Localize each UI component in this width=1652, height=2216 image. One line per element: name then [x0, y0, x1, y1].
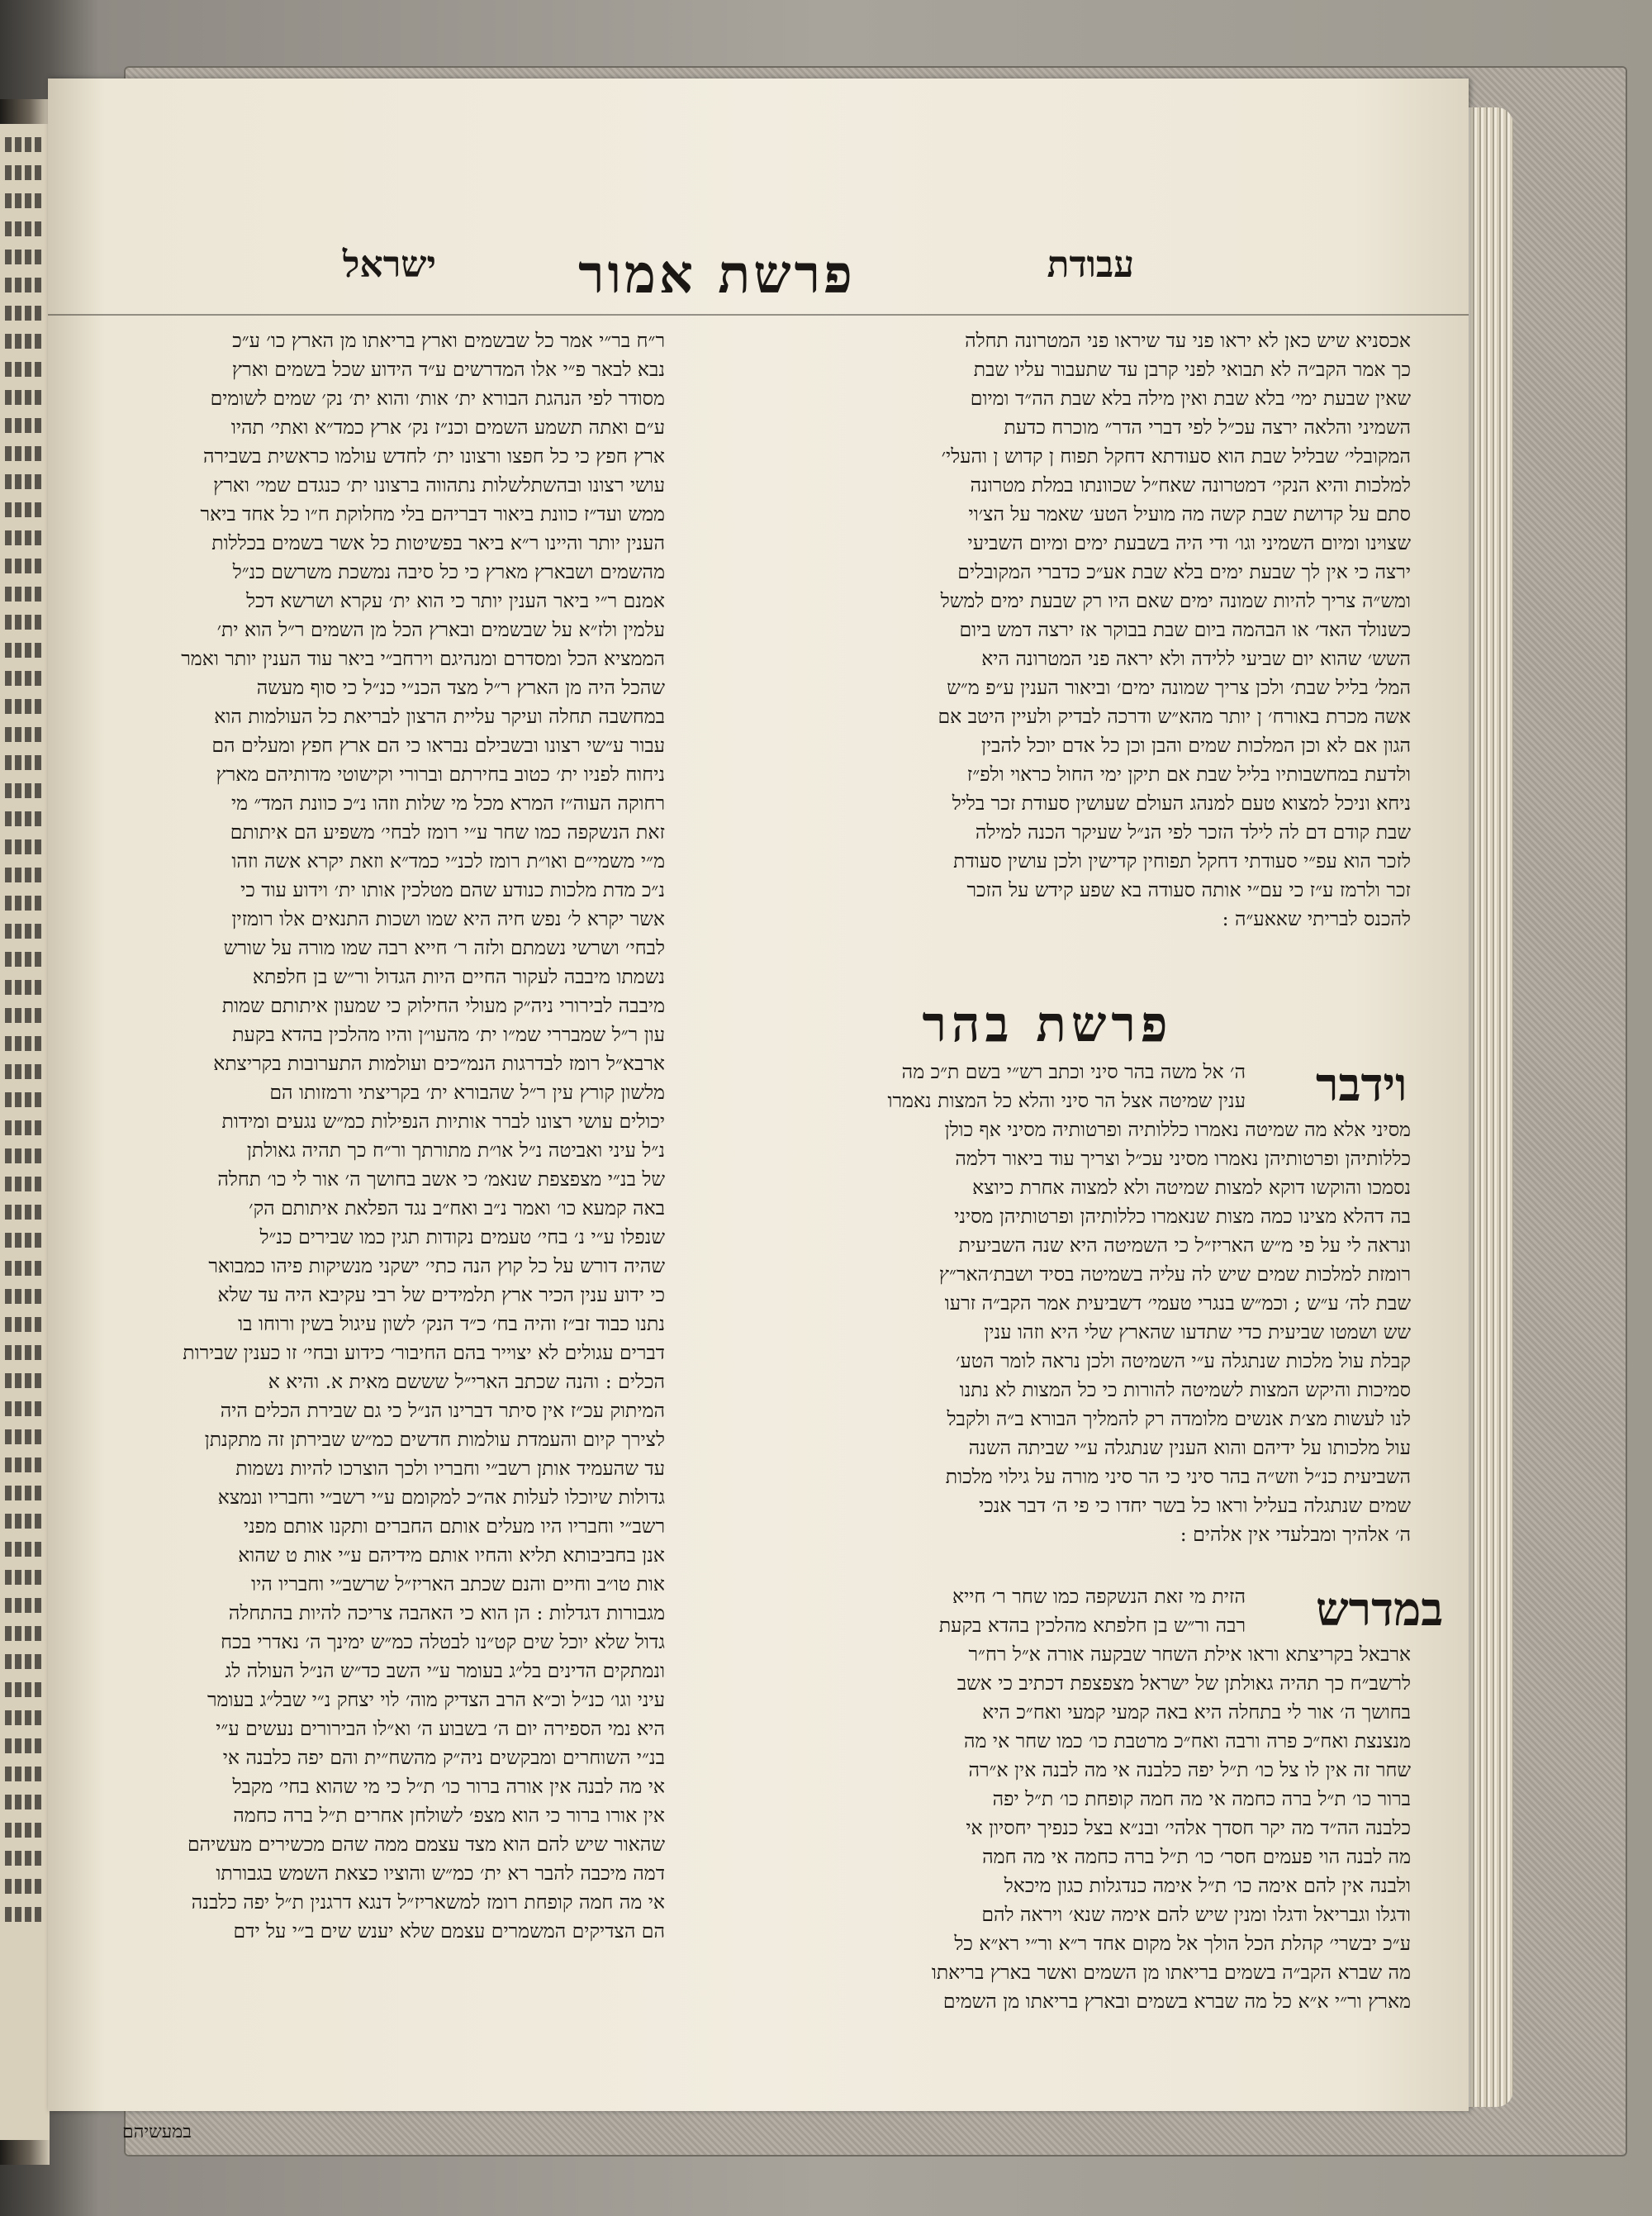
page-edges	[1464, 107, 1513, 2107]
text-line: אין אורו ברור כי הוא מצפ׳ לשולחן אחרים ת״ל ברה כחמה	[233, 1804, 665, 1827]
text-line: רחוקה העוה״ז המרא מכל מי שלות וזהו נ״כ כוונת המד״ מי	[230, 792, 665, 815]
left-column	[58, 326, 665, 1946]
text-line: שהכל היה מן הארץ ר״ל מצד הכנ״י כנ״ל כי סוף מעשה	[256, 676, 665, 699]
previous-page-text-line	[5, 1401, 45, 1416]
previous-page-text-line	[5, 783, 45, 798]
previous-page-text-line	[5, 1373, 45, 1388]
text-line: יכולים עושי רצונו לברר אותיות הנפילות כמ״ש נגעים ומידות	[221, 1110, 665, 1133]
previous-page-text-line	[5, 446, 45, 461]
previous-page-text-line	[5, 1092, 45, 1107]
previous-page-text-line	[5, 334, 45, 349]
text-line: רבה ור״ש בן חלפתא מהלכין בהדא בקעת	[938, 1614, 1246, 1637]
previous-page-text-line	[5, 1345, 45, 1360]
previous-page-text-line	[5, 1120, 45, 1135]
text-line: שצוינו ומיום השמיני וגו׳ ודי היה בשבעת ימים ומיום השביעי	[967, 531, 1411, 554]
text-line: דמה מיכבה להבר רא ית׳ כמ״ש והוציו כצאת השמש בגבורתו	[216, 1862, 665, 1885]
text-line: מה שברא הקב״ה בשמים בריאתו מן השמים ואשר בארץ בריאתו	[931, 1961, 1411, 1984]
text-line: בה דהלא מצינו כמה מצות שנאמרו כללותיהן ופרטותיהן מסיני	[954, 1205, 1411, 1228]
text-line: סתם על קדושת שבת קשה מה מועיל הטע׳ שאמר על הצ׳וי	[968, 502, 1411, 525]
previous-page-text-line	[5, 278, 45, 292]
text-line: שמים שנתגלה בעליל וראו כל בשר יחדו כי פי ה׳ דבר אנכי	[979, 1494, 1411, 1517]
text-line: דברים עגולים לא יצוייר בהם החיבור׳ כידוע ובחי׳ זו כענין שבירות	[183, 1341, 665, 1364]
text-line: עושי רצונו ובהשתלשלות נתהווה ברצונו ית׳ כנגדם שמי׳ וארץ	[213, 473, 665, 497]
catchword: במעשיהם	[122, 2122, 192, 2142]
previous-page-text-line	[5, 1710, 45, 1725]
text-line: לזכר הוא עפ״י סעודתי דחקל תפוחין קדישין ולכן עושין סעודת	[953, 849, 1411, 873]
previous-page-text-line	[5, 1767, 45, 1781]
text-line: שש ושמטו שביעית כדי שתדעו שהארץ שלי היא וזהו ענין	[984, 1320, 1411, 1343]
previous-page-text-line	[5, 896, 45, 911]
previous-page-text-line	[5, 1458, 45, 1472]
text-line: כי ידוע ענין הכיר ארץ תלמידים של רבי עקיבא היה עד שלא	[217, 1283, 665, 1306]
text-line: נסמכו והוקשו דוקא למצות שמיטה ולא למצוה אחרת כיוצא	[972, 1176, 1411, 1199]
text-line: ארבאל בקריצתא וראו אילת השחר שבקעה אורה א״ל רח״ר	[968, 1643, 1411, 1666]
bamidrash-block	[684, 1582, 1411, 2016]
running-head-title: פרשת אמור	[578, 244, 856, 306]
text-line: אמנם ר״י ביאר הענין יותר כי הוא ית׳ עקרא ושרשא דכל	[246, 589, 665, 612]
text-line: ברור כו׳ ת״ל ברה כחמה אי מה חמה קופחת כו׳ ת״ל יפה	[992, 1787, 1411, 1810]
text-line: שבת קודם דם לה לילד הזכר לפי הנ״ל שעיקר הכנה למילה	[975, 820, 1411, 844]
text-line: להכנס לבריתי שאאע״ה :	[1222, 907, 1411, 930]
text-line: ומש״ה צריך להיות שמונה ימים שאם היו רק שבעת ימים למשל	[940, 589, 1411, 612]
text-line: ונראה לי על פי מ״ש האריז״ל כי השמיטה היא שנה השביעית	[958, 1234, 1411, 1257]
text-line: זאת הנשקפה כמו שחר ע״י רומז לבחי׳ משפיע הם איתותם	[230, 820, 665, 844]
previous-page-text-line	[5, 1626, 45, 1641]
text-line: לצירך קיום והעמדת עולמות חדשים כמ״ש שבירתן זה מתקנתן	[204, 1428, 665, 1451]
text-line: שבת לה׳ ע״ש ; וכמ״ש בנגרי טעמי׳ דשביעית אמר הקב״ה זרעו	[944, 1291, 1411, 1315]
previous-page-text-line	[5, 980, 45, 995]
text-line: השמיני והלאה ירצה עכ״ל לפי דברי הדר״ מוכרח כדעת	[1004, 416, 1411, 439]
text-line: ע״ם ואתה תשמע השמים וכנ״ז נק׳ ארץ כמד״א ואתי׳ תהיו	[230, 416, 665, 439]
previous-page-text-line	[5, 868, 45, 882]
text-line: הממציא הכל ומסדרם ומנהיגם וירחב״י ביאר עוד הענין יותר ואמר	[181, 647, 665, 670]
text-line: רשב״י וחבריו היו מעלים אותם החברים ותקנו אותם מפני	[243, 1515, 665, 1538]
text-line: מה לבנה הוי פעמים חסר׳ כו׳ ת״ל ברה כחמה אי מה חמה	[982, 1845, 1411, 1868]
text-line: כך אמר הקב״ה לא תבואי לפני קרבן עד שתעבור עליו שבת	[973, 358, 1411, 381]
previous-page-text-line	[5, 1064, 45, 1079]
text-line: זכר ולרמז ע״ז כי עם״י אותה סעודה בא שפע קידש על הזכר	[966, 878, 1411, 901]
previous-page-text-line	[5, 193, 45, 208]
text-line: אי מה לבנה אין אורה ברור כו׳ ת״ל כי מי שהוא בחי׳ מקבל	[232, 1775, 665, 1798]
previous-page-text-line	[5, 1429, 45, 1444]
text-line: מנצנצת ואח״כ פרה ורבה ואח״כ מרטבת כו׳ כמו שחר אי מה	[964, 1729, 1411, 1752]
text-line: נבא לבאר פ״י אלו המדרשים ע״ד הידוע שכל בשמים וארץ	[231, 358, 665, 381]
text-line: למלכות והיא הנקי׳ דמטרונה שאח״ל שכוונתו במלת מטרונה	[970, 473, 1411, 497]
text-line: שאין שבעת ימי׳ בלא שבת ואין מילה בלא שבת הה״ד ומיום	[970, 387, 1411, 410]
text-line: הענין יותר והיינו ר״א ביאר בפשיטות כל אשר בשמים בכללות	[211, 531, 665, 554]
previous-page-text-line	[5, 1486, 45, 1500]
text-line: השביעית כנ״ל וזש״ה בהר סיני כי הר סיני מורה על גילוי מלכות	[945, 1465, 1411, 1488]
previous-page-text-line	[5, 1205, 45, 1220]
text-line: ולדעת במחשבותיו בליל שבת אם תיקן ימי החול כראוי ולפ״ז	[966, 763, 1411, 786]
previous-page-text-line	[5, 1879, 45, 1894]
text-line: גדולות שיוכלו לעלות אה״כ למקומם ע״י רשב״י וחבריו ונמצא	[217, 1486, 665, 1509]
previous-page-text-line	[5, 671, 45, 686]
text-line: נ״ל עיני ואביטה נ״ל או״ת מתורתך ור״ח כך תהיה גאולתן	[246, 1139, 665, 1162]
previous-page-text-line	[5, 502, 45, 517]
text-line: מלשון קורץ עין ר״ל שהבורא ית׳ בקריצתי ורמזותו הם	[269, 1081, 665, 1104]
text-line: מיבבה לבירורי ניה״ק מעולי החילוק כי שמעון איתותם שמות	[221, 994, 665, 1017]
text-line: השש׳ שהוא יום שביעי ללידה ולא יראה פני המטרונה היא	[981, 647, 1411, 670]
text-line: מהשמים ושבארץ מארץ כי כל סיבה נמשכת משרשם כנ״ל	[232, 560, 665, 583]
text-line: הגון אם לא וכן המלכות שמים והבן וכן כל אדם יוכל להבין	[981, 734, 1411, 757]
text-line: ודגלו וגבריאל ודגלו ומנין שיש להם אימה שנא׳ ויראה להם	[981, 1903, 1411, 1926]
book-page	[48, 78, 1469, 2142]
text-line: במחשבה תחלה ועיקר עליית הרצון לבריאת כל העולמות הוא	[214, 705, 665, 728]
text-line: היא נמי הספירה יום ה׳ בשבוע ה׳ וא״לו הבירורים נעשים ע״י	[216, 1717, 665, 1740]
text-line: נתנו כבוד זב״ז והיה בח׳ כ״ד הנק׳ לשון עיגול בשין ורוחו בו	[238, 1312, 665, 1335]
text-line: גדול שלא יוכל שים קט״נו לבטלה כמ״ש ימינך ה׳ נאדרי בכח	[221, 1630, 665, 1653]
running-head	[48, 244, 1469, 318]
previous-page-text-line	[5, 811, 45, 826]
text-line: שהאור שיש להם הוא מצד עצמם ממה שהם מכשירים מעשיהם	[187, 1833, 665, 1856]
text-line: נשמתו מיבבה לעקור החיים היות הגדול ור״ש בן חלפתא	[252, 965, 665, 988]
previous-page-text-line	[5, 1289, 45, 1304]
text-line: ענין שמיטה אצל הר סיני והלא כל המצות נאמרו	[887, 1089, 1246, 1112]
previous-page-text-line	[5, 1317, 45, 1332]
text-line: הם הצדיקים המשמרים עצמם שלא יענש שים ב״י על ידם	[233, 1919, 665, 1943]
text-line: ירצה כי אין לך שבעת ימים בלא שבת אע״כ כדברי המקובלים	[957, 560, 1411, 583]
header-rule	[48, 314, 1469, 316]
lead-word-bamidrash: במדרש	[1316, 1582, 1444, 1637]
previous-page-text-line	[5, 839, 45, 854]
previous-page-text-line	[5, 587, 45, 602]
text-line: ה׳ אל משה בהר סיני וכתב רש״י בשם ת״כ מה	[901, 1060, 1246, 1083]
text-line: אנן בחביבותא תליא והחיו אותם מידיהם ע״י אות ט שהוא	[238, 1543, 665, 1567]
text-line: קבלת עול מלכות שנתגלה ע״י השמיטה ולכן נראה לומר הטע׳	[956, 1349, 1411, 1372]
text-line: ממש ועד״ז כוונת ביאור דבריהם בלי מחלוקת ח״ו כל אחד ביאר	[200, 502, 665, 525]
text-line: אשר יקרא ל׳ נפש חיה היא שמו ושכות התנאים אלו רומזין	[231, 907, 665, 930]
text-line: מסיני אלא מה שמיטה נאמרו כללותיה ופרטותיה מסיני אף כולן	[944, 1118, 1411, 1141]
running-head-left: ישראל	[342, 244, 436, 286]
previous-page-text-line	[5, 1008, 45, 1023]
text-line: אי מה חמה קופחת רומז למשאריז״ל דנגא דרגנין ת״ל יפה כלבנה	[191, 1890, 665, 1914]
previous-page-text-line	[5, 1682, 45, 1697]
text-line: רומזת למלכות שמים שיש לה עליה בשמיטה בסיד ושבת׳האר״ץ	[938, 1263, 1411, 1286]
text-line: שנפלו ע״י נ׳ בחי׳ טעמים נקודות תגין כמו שבירים כנ״ל	[259, 1225, 665, 1248]
text-line: כלבנה הה״ד מה יקר חסדך אלהי׳ ובנ״א בצל כנפיך יחסיון אי	[966, 1816, 1411, 1839]
previous-page-text-line	[5, 952, 45, 967]
previous-page-text-line	[5, 559, 45, 573]
running-head-right: עבודת	[1047, 244, 1134, 286]
previous-page-text-line	[5, 755, 45, 770]
text-line: שחר זה אין לו צל כו׳ ת״ל יפה כלבנה אי מה לבנה אין א״רה	[968, 1758, 1411, 1781]
text-line: נ״כ מדת מלכות כנודע שהם מטלכין אותו ית׳ וידוע עוד כי	[240, 878, 665, 901]
text-line: כשנולד האד׳ או הבהמה ביום שבת בבוקר אז ירצה דמש ביום	[959, 618, 1411, 641]
text-line: לנו לעשות מצ׳ת אנשים מלומדה רק להמליך הבורא ב״ה ולקבל	[947, 1407, 1411, 1430]
text-line: סמיכות והיקש המצות לשמיטה להורות כי כל המצות לא נתנו	[959, 1378, 1411, 1401]
previous-page-text-line	[5, 1851, 45, 1866]
previous-page-text-line	[5, 924, 45, 939]
previous-page-text-line	[5, 137, 45, 152]
text-line: אות טו״ב וחיים והנם שכתב האריז״ל שרשב״י וחבריו היו	[251, 1572, 665, 1595]
previous-page-text-line	[5, 418, 45, 433]
text-line: באה קמעא כו׳ ואמר נ״ב ואח״ב נגד הפלאת איתותם הק׳	[249, 1196, 665, 1220]
text-line: בנ״י השוחרים ומבקשים ניה״ק מהשח״ית והם יפה כלבנה אי	[222, 1746, 665, 1769]
text-line: ע״כ יבשרי׳ קהלת הכל הולך אל מקום אחד ר״א ור״י רא״א כל	[954, 1932, 1411, 1955]
previous-page-text-line	[5, 1233, 45, 1248]
section-title-behar: פרשת בהר	[922, 996, 1173, 1053]
text-line: המיתוק עכ״ז אין סיתר דברינו הנ״ל כי גם שבירת הכלים היה	[220, 1399, 665, 1422]
previous-page-text-line	[5, 643, 45, 658]
previous-page-text-line	[5, 250, 45, 264]
previous-page-text-line	[5, 1654, 45, 1669]
previous-page-text-line	[5, 615, 45, 630]
previous-page-text-line	[5, 165, 45, 180]
text-line: עון ר״ל שמבררי שמ״ו ית׳ מהעו״ן והיו מהלכין בהדא בקעת	[232, 1023, 665, 1046]
text-line: מגבורות דגדלות : הן הוא כי האהבה צריכה להיות בהתחלה	[228, 1601, 665, 1624]
previous-page-text-line	[5, 1177, 45, 1191]
previous-page-text-line	[5, 362, 45, 377]
text-line: בחושך ה׳ אור לי בתחלה היא באה קמעי קמעי ואח״כ היא	[982, 1700, 1411, 1724]
text-line: הכלים : והנה שכתב הארי״ל שששם מאית א. והיא א	[268, 1370, 665, 1393]
text-line: הזית מי זאת הנשקפה כמו שחר ר׳ חייא	[952, 1585, 1246, 1608]
text-line: עיני וגו׳ כנ״ל וכ״א הרב הצדיק מוה׳ לוי יצחק נ״י שבל״ג בעומר	[207, 1688, 665, 1711]
previous-page-text-line	[5, 474, 45, 489]
text-line: כללותיהן ופרטותיהן נאמרו מסיני עכ״ל וצריך עוד ביאור דלמה	[955, 1147, 1411, 1170]
text-line: של בנ״י מצפצפת שנאמ׳ כי אשב בחושך ה׳ אור לי כו׳ תחלה	[217, 1167, 665, 1191]
text-line: עלמין ולז״א על שבשמים ובארץ הכל מן השמים ר״ל הוא ית׳	[216, 618, 665, 641]
previous-page-text-line	[5, 1036, 45, 1051]
text-line: המקובלי׳ שבליל שבת הוא סעודתא דחקל תפוח ן קדוש ן והעלי׳	[941, 445, 1411, 468]
text-line: ר״ח בר״י אמר כל שבשמים וארץ בריאתו מן הארץ כו׳ ע״כ	[232, 329, 665, 352]
previous-page-text-line	[5, 699, 45, 714]
text-line: ארבא״ל רומז לבדרגות הנמ״כים ועולמות התערובות בקריצתא	[213, 1052, 665, 1075]
text-line: לבחי׳ ושרשי נשמתם ולזה ר׳ חייא רבה שמו מורה על שורש	[223, 936, 665, 959]
text-line: ניחא וניכל למצוא טעם למנהג העולם שעושין סעודת זכר בליל	[952, 792, 1411, 815]
previous-page-text-line	[5, 530, 45, 545]
text-line: ארץ חפץ כי כל חפצו ורצונו ית׳ לחדש עולמו כראשית בשבירה	[202, 445, 665, 468]
previous-page-text-line	[5, 306, 45, 321]
previous-page-edge	[0, 124, 50, 2140]
previous-page-text-line	[5, 221, 45, 236]
text-line: מסודר לפי הנהגת הבורא ית׳ אות׳ והוא ית׳ נק׳ שמים לשומים	[210, 387, 665, 410]
previous-page-text-line	[5, 727, 45, 742]
lead-word-vaydaber: וידבר	[1316, 1058, 1408, 1112]
previous-page-text-line	[5, 1148, 45, 1163]
previous-page-text-line	[5, 390, 45, 405]
previous-page-text-line	[5, 1514, 45, 1529]
previous-page-text-line	[5, 1907, 45, 1922]
text-line: אשה מכרת באורח׳ ן יותר מהא״ש ודרכה לבדיק ולעיין היטב אם	[938, 705, 1411, 728]
text-line: שהיה דורש על כל קוץ הנה כתי׳ ישקני מנשיקות פיהו כמבואר	[208, 1254, 665, 1277]
previous-page-text-line	[5, 1570, 45, 1585]
text-line: ולבנה אין להם אימה כו׳ ת״ל אימה כנדגלות כגון מיכאל	[1004, 1874, 1411, 1897]
previous-page-text-line	[5, 1823, 45, 1838]
text-line: מ״י משמי״ם ואו״ת רומז לכנ״י כמד״א וזאת יקרא אשה וזהו	[231, 849, 665, 873]
previous-page-text-line	[5, 1542, 45, 1557]
right-column-emor-end	[684, 326, 1411, 934]
previous-page-text-line	[5, 1261, 45, 1276]
text-line: עול מלכותו על ידיהם והוא הענין שנתגלה ע״י שביתה השנה	[968, 1436, 1411, 1459]
text-line: מארץ ור״י א״א כל מה שברא בשמים ובארץ בריאתו מן השמים	[942, 1990, 1411, 2013]
text-line: עבור ע״שי רצונו ובשבילם נבראו כי הם ארץ חפץ ומעלים הם	[211, 734, 665, 757]
text-line: אכסניא שיש כאן לא יראו פני עד שיראו פני המטרונה תחלה	[965, 329, 1411, 352]
text-line: לרשב״ח כך תהיה גאולתן של ישראל מצפצפת דכתיב כי אשב	[957, 1672, 1411, 1695]
text-line: עד שהעמיד אותן רשב״י וחבריו ולכך הוצרכו להיות נשמות	[235, 1457, 665, 1480]
text-line: ה׳ אלהיך ומבלעדי אין אלהים :	[1180, 1523, 1411, 1546]
previous-page-text-line	[5, 1598, 45, 1613]
previous-page-text-line	[5, 1795, 45, 1809]
previous-page-text-line	[5, 1738, 45, 1753]
text-line: המל׳ בליל שבת׳ ולכן צריך שמונה ימים׳ וביאור הענין ע״פ מ״ש	[947, 676, 1411, 699]
text-line: ניחוח לפניו ית׳ כטוב בחירתם וברורי וקישוטי מדותיהם מארץ	[216, 763, 665, 786]
text-line: ונמתקים הדינים בל״ג בעומר ע״י השב כד״ש הנ״ל העולה לג	[225, 1659, 665, 1682]
vaydaber-block	[684, 1058, 1411, 1549]
